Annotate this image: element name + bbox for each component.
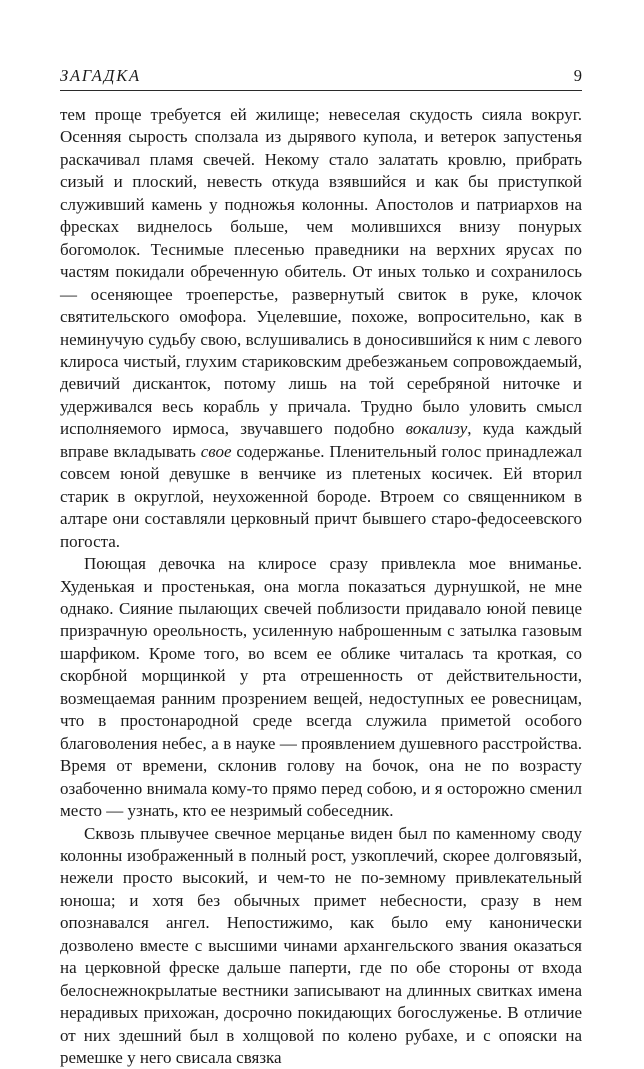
paragraph-2 bbox=[60, 553, 582, 822]
body-text bbox=[60, 104, 582, 1069]
paragraph-3 bbox=[60, 823, 582, 1069]
paragraph-2-text: Поющая девочка на клиросе сразу привлекла мое вниманье. Худенькая и простенькая, она могла показаться дурнушкой, не мне однако. Сияние пылающих свечей поблизости придавало юной певице призрачную ореольность, усиленную наброшенным с затылка газовым шарфиком. Кроме того, во всем ее облике читалась та кроткая, со скорбной морщинкой у рта отрешенность от действительности, возмещаемая ранним прозрением вещей, недоступных ее ровесницам, что в простонародной среде всегда служила приметой особого благоволения небес, а в науке — проявлением душевного расстройства. Время от времени, склонив голову на бочок, она не по возрасту озабоченно внимала кому-то прямо перед собою, и я осторожно сменил место — узнать, кто ее незримый собеседник. bbox=[60, 554, 582, 820]
paragraph-1-text: тем проще требуется ей жилище; невеселая скудость сияла вокруг. Осенняя сырость сползала из дырявого купола, и ветерок запустенья раскачивал пламя свечей. Некому стало залатать кровлю, прибрать сизый и плоский, невесть откуда взявшийся и как бы приступкой служивший камень у подножья колонны. Апостолов и патриархов на фресках виднелось больше, чем молившихся внизу понурых богомолок. Теснимые плесенью праведники на верхних ярусах по частям покидали обреченную обитель. От иных только и сохранилось — осеняющее троеперстье, развернутый свиток в руке, клочок святительского омофора. Уцелевшие, похоже, вопросительно, как в неминучую судьбу свою, вслушивались в доносившийся к ним с левого клироса чистый, глухим стариковским дребезжаньем сопровождаемый, девичий дисканток, потому лишь на той серебряной ниточке и удерживался весь корабль у причала. Трудно было уловить смысл исполняемого ирмоса, звучавшего подобно bbox=[60, 105, 582, 438]
emphasis-svoe: свое bbox=[201, 442, 232, 461]
paragraph-1-text-3: содержанье. Пленительный голос принадлежал совсем юной девушке в венчике из плетеных косичек. Ей вторил старик в округлой, неухоженной бороде. Втроем со священником в алтаре они составляли церковный причт бывшего старо-федосеевского погоста. bbox=[60, 442, 582, 551]
paragraph-3-text: Сквозь плывучее свечное мерцанье виден был по каменному своду колонны изображенный в полный рост, узкоплечий, скорее долговязый, нежели просто высокий, и чем-то не по-земному привлекательный юноша; и хотя без обычных примет небесности, сразу в нем опознавался ангел. Непостижимо, как было ему канонически дозволено вместе с высшими чинами архангельского звания оказаться на церковной фреске дальше паперти, где по обе стороны от входа белоснежнокрылатые вестники записывают на длинных свитках имена нерадивых прихожан, досрочно покидающих богослуженье. В отличие от них здешний был в холщовой по колено рубахе, и с опояски на ремешке у него свисала связка bbox=[60, 824, 582, 1068]
paragraph-1 bbox=[60, 104, 582, 553]
running-head bbox=[60, 64, 582, 91]
page-number: 9 bbox=[574, 66, 582, 86]
emphasis-vocalizu: вокализу bbox=[406, 419, 468, 438]
section-title: ЗАГАДКА bbox=[60, 66, 141, 86]
paragraph-1-text-2: , куда каждый вправе вкладывать bbox=[60, 419, 582, 460]
